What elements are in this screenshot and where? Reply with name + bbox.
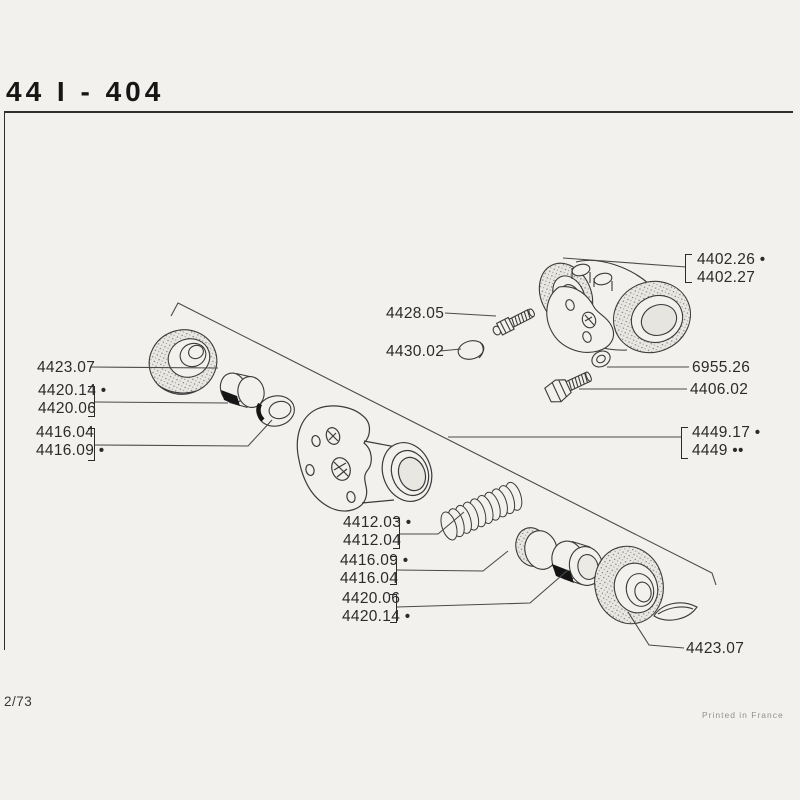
part-label-4423-top (37, 359, 95, 377)
bolt-drawing (544, 366, 595, 406)
part-number: 4416.09 • (36, 441, 105, 459)
bracket-4412 (393, 518, 400, 549)
part-number: 4420.06 (342, 590, 401, 607)
part-label-4416-bottom (340, 552, 408, 587)
part-number: 4402.27 (697, 268, 756, 286)
spring-drawing (438, 480, 525, 542)
spring-clip-drawing (654, 603, 697, 620)
part-label-4402 (697, 251, 765, 286)
part-number: 4416.04 (36, 424, 95, 441)
bracket-4449 (681, 427, 688, 459)
bleed-screw-drawing (491, 306, 537, 338)
part-label-6955 (692, 359, 750, 377)
part-label-4406 (690, 381, 748, 399)
page-reference: 2/73 (4, 694, 33, 709)
part-number: 4406.02 (690, 381, 749, 398)
part-number: 4412.04 (343, 531, 402, 549)
bracket-4416-bottom (390, 556, 397, 585)
part-number: 4430.02 (386, 343, 445, 360)
bracket-4416-left (88, 428, 95, 461)
part-number: 4416.04 (340, 569, 399, 587)
part-label-4430 (386, 343, 444, 361)
bracket-4402 (685, 254, 692, 283)
part-label-4449 (692, 424, 760, 459)
part-label-4412 (343, 514, 411, 549)
part-number: 4402.26 • (697, 251, 766, 268)
plate-title: 44 I - 404 (6, 76, 165, 107)
part-number: 4416.09 • (340, 552, 409, 569)
part-label-4423-bottom (686, 640, 744, 658)
bracket-4420-bottom (390, 594, 397, 623)
part-number: 4412.03 • (343, 514, 412, 531)
dust-cap-drawing (456, 338, 486, 362)
part-number: 4423.07 (37, 359, 96, 376)
boot-left-drawing (140, 320, 226, 403)
part-number: 4428.05 (386, 305, 445, 322)
part-number: 4449.17 • (692, 424, 761, 441)
wheel-cylinder-assembly-drawing (529, 255, 701, 365)
bracket-4420-left (88, 386, 95, 417)
part-label-4420-bottom (342, 590, 410, 625)
part-number: 4420.14 • (342, 607, 411, 625)
part-number: 4423.07 (686, 640, 745, 657)
part-label-4428 (386, 305, 444, 323)
part-number: 4449 •• (692, 441, 744, 459)
part-number: 4420.14 • (38, 382, 107, 399)
part-label-4420-left (38, 382, 106, 417)
part-number: 4420.06 (38, 399, 97, 417)
cylinder-body-drawing (297, 406, 440, 511)
part-number: 6955.26 (692, 359, 751, 376)
printed-in-france-note: Printed in France (702, 710, 784, 720)
